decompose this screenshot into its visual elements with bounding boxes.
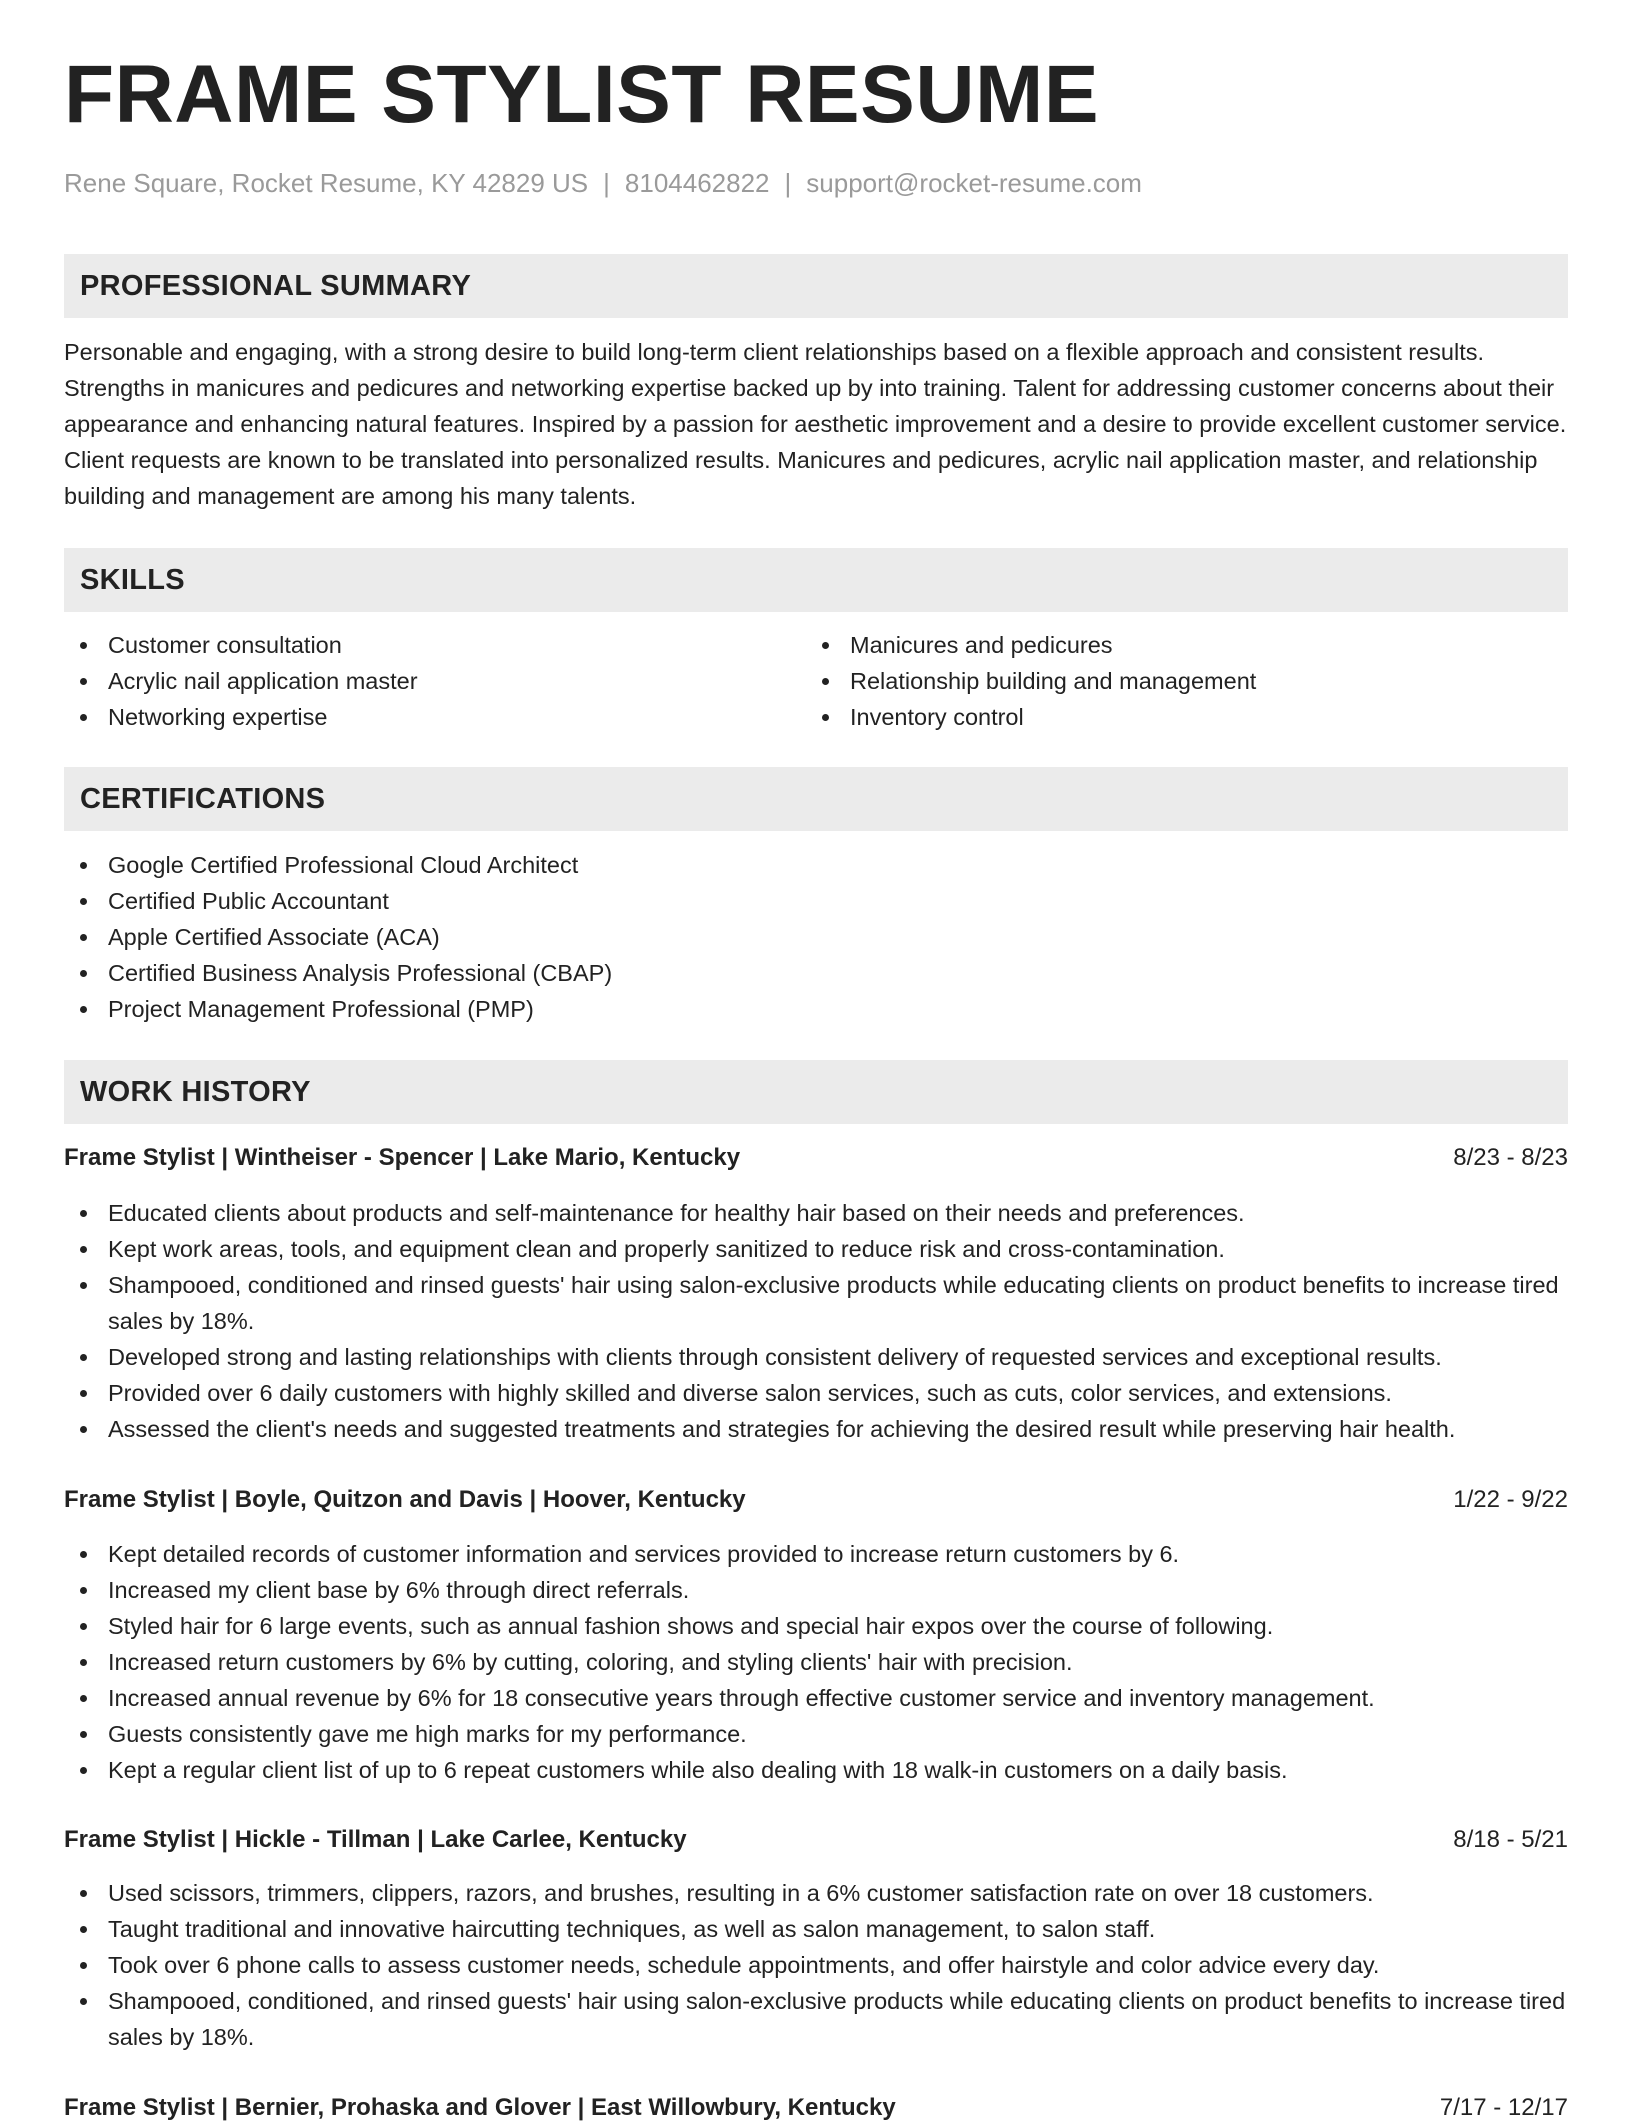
skills-list-right (806, 627, 1568, 735)
list-item: Used scissors, trimmers, clippers, razors, and brushes, resulting in a 6% customer satisfaction rate on over 18 customers. (64, 1875, 1568, 1911)
list-item: Certified Public Accountant (64, 883, 1568, 919)
contact-email: support@rocket-resume.com (806, 168, 1142, 198)
list-item: Google Certified Professional Cloud Architect (64, 847, 1568, 883)
list-item: Manicures and pedicures (806, 627, 1568, 663)
job-bullets (64, 1536, 1568, 1788)
list-item: Provided over 6 daily customers with highly skilled and diverse salon services, such as cuts, color services, and extensions. (64, 1375, 1568, 1411)
list-item: Certified Business Analysis Professional (CBAP) (64, 955, 1568, 991)
resume-title: FRAME STYLIST RESUME (64, 49, 1100, 140)
job-title: Frame Stylist | Bernier, Prohaska and Glover | East Willowbury, Kentucky (64, 2094, 896, 2121)
list-item: Increased my client base by 6% through direct referrals. (64, 1572, 1568, 1608)
list-item: Educated clients about products and self-maintenance for healthy hair based on their needs and preferences. (64, 1195, 1568, 1231)
contact-separator: | (784, 168, 792, 198)
list-item: Kept work areas, tools, and equipment clean and properly sanitized to reduce risk and cross-contamination. (64, 1231, 1568, 1267)
contact-address: Rene Square, Rocket Resume, KY 42829 US (64, 168, 589, 198)
summary-text: Personable and engaging, with a strong desire to build long-term client relationships based on a flexible approach and consistent results. Strengths in manicures and pedicures and networking expertise backed up by into training. Talent for addressing customer concerns about their appearance and enhancing natural features. Inspired by a passion for aesthetic improvement and a desire to provide excellent customer service. Client requests are known to be translated into personalized results. Manicures and pedicures, acrylic nail application master, and relationship building and management are among his many talents. (64, 339, 1567, 509)
contact-line (64, 168, 1142, 199)
section-heading-certifications: CERTIFICATIONS (64, 767, 1568, 831)
contact-phone: 8104462822 (624, 168, 770, 198)
section-heading-skills: SKILLS (64, 548, 1568, 612)
job-dates: 8/23 - 8/23 (1453, 1144, 1568, 1171)
list-item: Took over 6 phone calls to assess customer needs, schedule appointments, and offer hairstyle and color advice every day. (64, 1947, 1568, 1983)
job-title: Frame Stylist | Boyle, Quitzon and Davis | Hoover, Kentucky (64, 1486, 746, 1513)
certifications-list (64, 847, 1568, 1027)
list-item: Developed strong and lasting relationships with clients through consistent delivery of requested services and exceptional results. (64, 1339, 1568, 1375)
list-item: Shampooed, conditioned, and rinsed guests' hair using salon-exclusive products while educating clients on product benefits to increase tired sales by 18%. (64, 1983, 1568, 2055)
skills-list-left (64, 627, 804, 735)
job-header (64, 1140, 1568, 1176)
job-header (64, 2090, 1568, 2126)
job-dates: 8/18 - 5/21 (1453, 1826, 1568, 1853)
list-item: Customer consultation (64, 627, 804, 663)
job-dates: 7/17 - 12/17 (1439, 2094, 1568, 2121)
list-item: Relationship building and management (806, 663, 1568, 699)
list-item: Kept detailed records of customer information and services provided to increase return customers by 6. (64, 1536, 1568, 1572)
section-heading-summary: PROFESSIONAL SUMMARY (64, 254, 1568, 318)
job-title: Frame Stylist | Hickle - Tillman | Lake Carlee, Kentucky (64, 1826, 687, 1853)
contact-separator: | (603, 168, 610, 198)
section-heading-work-history: WORK HISTORY (64, 1060, 1568, 1124)
job-header (64, 1482, 1568, 1518)
job-title: Frame Stylist | Wintheiser - Spencer | Lake Mario, Kentucky (64, 1144, 741, 1171)
list-item: Project Management Professional (PMP) (64, 991, 1568, 1027)
list-item: Networking expertise (64, 699, 804, 735)
job-header (64, 1822, 1568, 1858)
list-item: Taught traditional and innovative haircutting techniques, as well as salon management, to salon staff. (64, 1911, 1568, 1947)
job-dates: 1/22 - 9/22 (1453, 1486, 1568, 1513)
job-bullets (64, 1875, 1568, 2055)
list-item: Increased return customers by 6% by cutting, coloring, and styling clients' hair with precision. (64, 1644, 1568, 1680)
list-item: Kept a regular client list of up to 6 repeat customers while also dealing with 18 walk-in customers on a daily basis. (64, 1752, 1568, 1788)
list-item: Shampooed, conditioned and rinsed guests' hair using salon-exclusive products while educating clients on product benefits to increase tired sales by 18%. (64, 1267, 1568, 1339)
list-item: Styled hair for 6 large events, such as annual fashion shows and special hair expos over the course of following. (64, 1608, 1568, 1644)
list-item: Apple Certified Associate (ACA) (64, 919, 1568, 955)
list-item: Acrylic nail application master (64, 663, 804, 699)
list-item: Guests consistently gave me high marks for my performance. (64, 1716, 1568, 1752)
job-bullets (64, 1195, 1568, 1447)
list-item: Increased annual revenue by 6% for 18 consecutive years through effective customer service and inventory management. (64, 1680, 1568, 1716)
list-item: Assessed the client's needs and suggested treatments and strategies for achieving the desired result while preserving hair health. (64, 1411, 1568, 1447)
list-item: Inventory control (806, 699, 1568, 735)
